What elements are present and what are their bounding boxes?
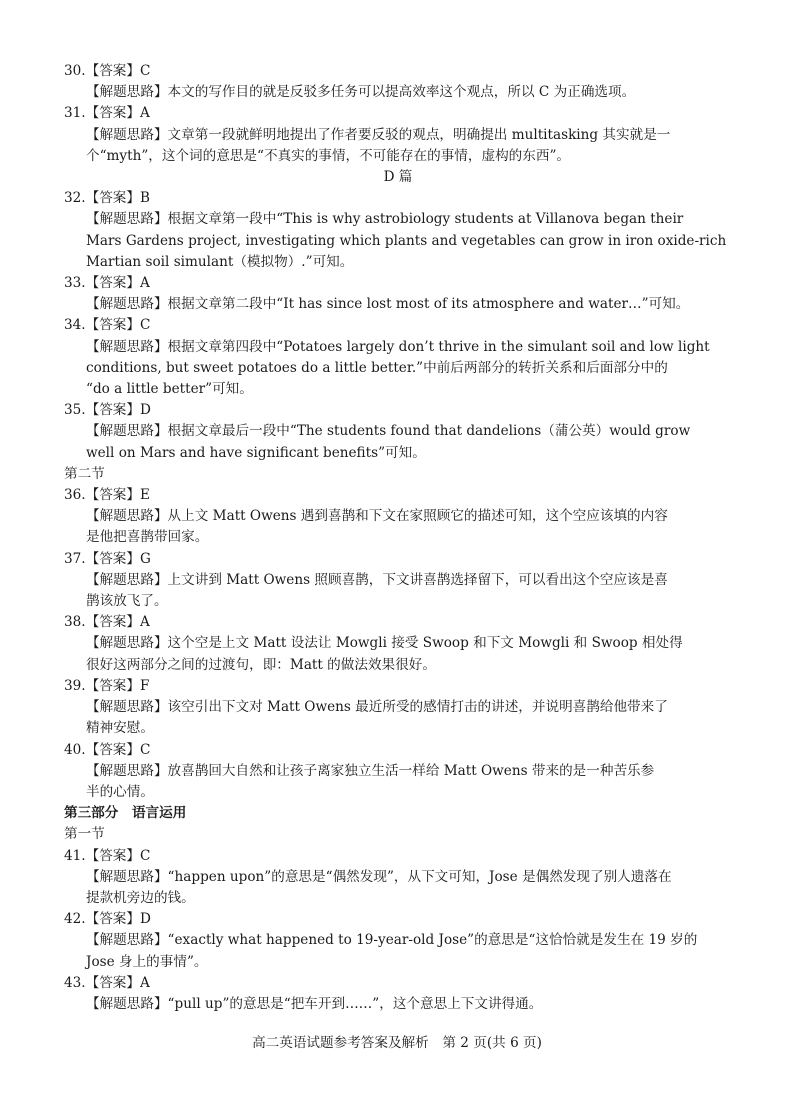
explanation-line: 【解题思路】根据文章第四段中“Potatoes largely don’t thrive in the simulant soil and low light [86,338,710,355]
explanation-line: 提款机旁边的钱。 [86,889,195,906]
explanation-line: 半的心情。 [86,783,154,800]
explanation-line: 【解题思路】根据文章第二段中“It has since lost most of its atmosphere and water…”可知。 [86,296,690,313]
answer-line: 34.【答案】C [64,317,151,334]
explanation-line: 【解题思路】根据文章第一段中“This is why astrobiology students at Villanova began their [86,211,684,228]
explanation-line: 个“myth”，这个词的意思是“不真实的事情，不可能存在的事情，虚构的东西”。 [86,147,570,164]
explanation-line: Mars Gardens project, investigating which plants and vegetables can grow in iron oxide-rich [86,232,727,249]
answer-line: 40.【答案】C [64,741,151,758]
answer-line: 39.【答案】F [64,677,150,694]
answer-line: 43.【答案】A [64,974,150,991]
part-heading: 第三部分 语言运用 [64,805,187,822]
answer-line: 31.【答案】A [64,105,150,122]
explanation-line: Jose 身上的事情”。 [86,953,208,970]
explanation-line: 【解题思路】“pull up”的意思是“把车开到……”，这个意思上下文讲得通。 [86,995,543,1012]
explanation-line: 【解题思路】上文讲到 Matt Owens 照顾喜鹊，下文讲喜鹊选择留下，可以看出这个空应该是喜 [86,571,668,588]
explanation-line: 【解题思路】这个空是上文 Matt 设法让 Mowgli 接受 Swoop 和下文 Mowgli 和 Swoop 相处得 [86,635,683,652]
answer-line: 30.【答案】C [64,63,151,79]
answer-line: 38.【答案】A [64,614,150,631]
explanation-line: 【解题思路】放喜鹊回大自然和让孩子离家独立生活一样给 Matt Owens 带来的是一种苦乐参 [86,762,655,779]
explanation-line: 【解题思路】文章第一段就鲜明地提出了作者要反驳的观点，明确提出 multitasking 其实就是一 [86,126,671,143]
explanation-line: Martian soil simulant（模拟物）.”可知。 [86,253,354,270]
explanation-line: well on Mars and have significant benefits”可知。 [86,444,426,461]
answer-line: 37.【答案】G [64,550,151,567]
explanation-line: 【解题思路】“exactly what happened to 19-year-old Jose”的意思是“这恰恰就是发生在 19 岁的 [86,932,698,949]
subsection-heading: 第二节 [64,465,105,482]
explanation-line: 鹊该放飞了。 [86,593,168,610]
explanation-line: 【解题思路】该空引出下文对 Matt Owens 最近所受的感情打击的讲述，并说明喜鹊给他带来了 [86,699,668,716]
explanation-line: 【解题思路】本文的写作目的就是反驳多任务可以提高效率这个观点，所以 C 为正确选项。 [86,84,636,101]
answer-line: 36.【答案】E [64,487,150,504]
answer-line: 33.【答案】A [64,275,150,292]
explanation-line: “do a little better”可知。 [86,381,253,398]
explanation-line: 【解题思路】从上文 Matt Owens 遇到喜鹊和下文在家照顾它的描述可知，这个空应该填的内容 [86,508,668,525]
explanation-line: 【解题思路】根据文章最后一段中“The students found that dandelions（蒲公英）would grow [86,423,691,440]
explanation-line: 很好这两部分之间的过渡句，即：Matt 的做法效果很好。 [86,656,436,673]
answer-line: 41.【答案】C [64,847,151,864]
answer-key-body [64,61,732,1015]
answer-line: 42.【答案】D [64,911,151,928]
subsection-heading: 第一节 [64,826,105,843]
explanation-line: 是他把喜鹊带回家。 [86,529,209,546]
explanation-line: conditions, but sweet potatoes do a little better.”中前后两部分的转折关系和后面部分中的 [86,359,668,376]
page-footer: 高二英语试题参考答案及解析 第 2 页(共 6 页) [252,1035,542,1051]
answer-line: 32.【答案】B [64,190,150,207]
explanation-line: 精神安慰。 [86,720,154,737]
section-heading: D 篇 [383,169,413,186]
explanation-line: 【解题思路】“happen upon”的意思是“偶然发现”，从下文可知，Jose 是偶然发现了别人遗落在 [86,868,672,885]
answer-line: 35.【答案】D [64,402,151,419]
